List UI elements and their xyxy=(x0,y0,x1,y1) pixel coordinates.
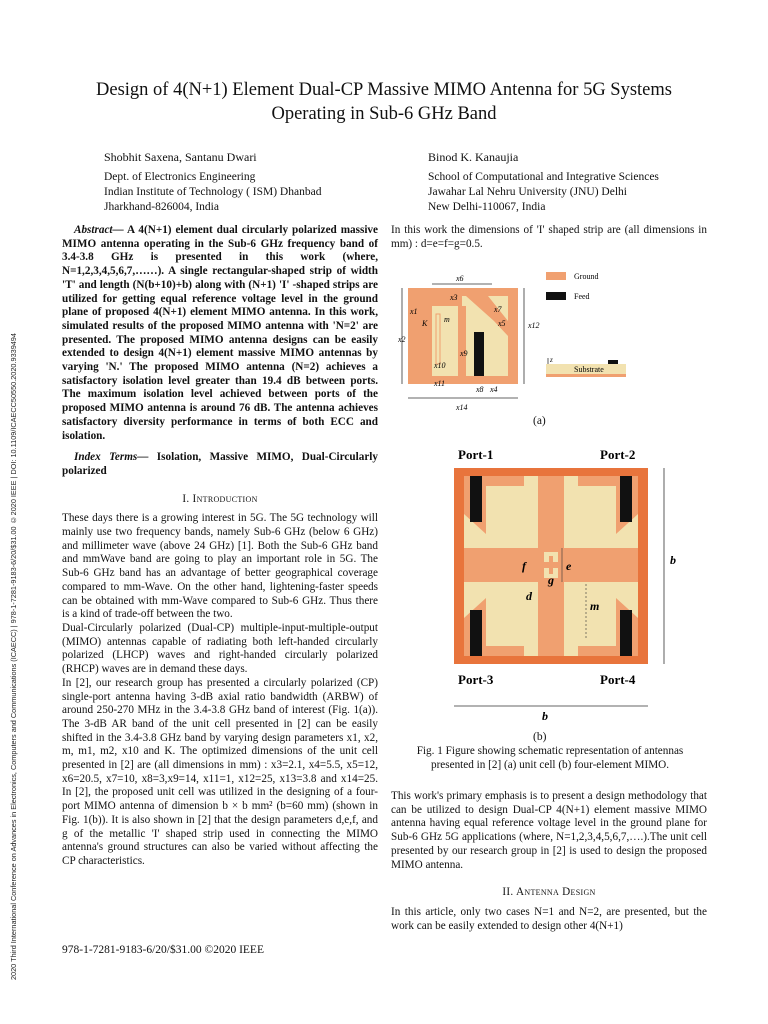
paragraph: Dual-Circularly polarized (Dual-CP) multiple-input-multiple-output (MIMO) antennas capable of radiating both left-handed circularly polarized (LHCP) waves and right-handed circularly polarized (RHCP) waves are in demand these days. xyxy=(62,621,378,676)
abstract-body: A 4(N+1) element dual circularly polarized massive MIMO antenna operating in the Sub-6 GHz frequency band of 3.4-3.8 GHz is presented in this work (where, N=1,2,3,4,5,6,7,……). A single rectangular-shaped strip of width 'T' and length (N(b+10)+b) along with (N+1) 'I' -shaped strips are utilized for getting equal reference voltage level in the ground plane of proposed 4(N+1) element MIMO antenna. In this work, simulated results of the proposed MIMO antenna with 'N=2' are presented. The proposed MIMO antenna designs can be easily extended to design 4(N+1) element massive MIMO antennas by varying 'N.' The proposed MIMO antenna (N=2) achieves a satisfactory isolation level greater than 19.4 dB between ports. The maximum isolation level achieved between ports of the proposed MIMO antenna is around 76 dB. The antenna achieves satisfactory diversity performance in terms of both ECC and isolation. xyxy=(62,224,378,442)
paragraph: In [2], our research group has presented a circularly polarized (CP) single-port antenna having 3-dB axial ratio bandwidth (ARBW) of around 250-270 MHz in the 3.4-3.8 GHz band of interest (Fig. 1(a)). The 3-dB AR band of the unit cell presented in [2] can be easily shifted in the 3.4-3.8 GHz band by varying design parameters x1, x2, m, m1, m2, x10 and K. The optimized dimensions of the unit cell presented in [2] are (all dimensions in mm) : x3=2.1, x4=5.5, x5=12, x6=20.5, x7=10, x8=3,x9=14, x11=1, x12=25, x13=3.8 and x14=25. In [2], the proposed unit cell was utilized in the designing of a four-port MIMO antenna of dimension b × b mm² (b=60 mm) (shown in Fig. 1(b)). It is also shown in [2] that the design parameters d,e,f, and g of the metallic 'I' shaped strip used in connecting the MIMO antenna's ground structures can also be varied without affecting the CP characteristics. xyxy=(62,676,378,867)
label-x6: x6 xyxy=(456,274,464,283)
figure-unit-cell xyxy=(398,266,710,428)
title-line-2: Operating in Sub-6 GHz Band xyxy=(271,104,497,124)
right-column-bottom xyxy=(391,790,707,933)
panel-label-b: (b) xyxy=(533,731,547,743)
i-strip xyxy=(549,556,553,574)
index-terms xyxy=(62,451,378,478)
slot xyxy=(580,592,584,642)
affiliation-line: Jawahar Lal Nehru University (JNU) Delhi xyxy=(428,186,627,198)
label-m: m xyxy=(444,315,450,324)
label-x9: x9 xyxy=(460,349,468,358)
label-x11: x11 xyxy=(434,379,445,388)
legend-ground-swatch xyxy=(546,272,566,280)
legend-ground: Ground xyxy=(574,272,599,281)
label-m: m xyxy=(590,599,600,613)
label-x1: x1 xyxy=(410,307,418,316)
abstract-lead: Abstract— xyxy=(74,224,124,236)
port-2-label: Port-2 xyxy=(600,447,636,462)
label-x7: x7 xyxy=(494,305,502,314)
index-body: Isolation, Massive MIMO, Dual-Circularly polarized xyxy=(62,451,378,477)
paragraph: These days there is a growing interest in 5G. The 5G technology will mainly use two frequency bands, namely Sub-6 GHz (below 6 GHz) and millimeter wave (above 24 GHz) [1]. Both the Sub-6 GHz band and mmWave band are going to play an important role in 5G. The Sub-6 GHz band has an advantage of better geographical coverage compared to mm-Wave. On the other hand, lightening-faster speeds can be obtained with mm-Wave compared to Sub-6 GHz. Thus there is a kind of trade-off between the two. xyxy=(62,512,378,621)
legend-substrate: Substrate xyxy=(574,365,604,374)
label-z: z xyxy=(550,356,553,364)
label-e: e xyxy=(566,559,572,573)
copyright-footer: 978-1-7281-9183-6/20/$31.00 ©2020 IEEE xyxy=(62,944,264,956)
paper-title xyxy=(58,78,710,126)
title-line-1: Design of 4(N+1) Element Dual-CP Massive MIMO Antenna for 5G Systems xyxy=(96,80,672,100)
port-4-label: Port-4 xyxy=(600,672,636,687)
abstract xyxy=(62,224,378,443)
port-1-label: Port-1 xyxy=(458,447,494,462)
side-ground xyxy=(546,374,626,377)
authors-left xyxy=(104,150,321,215)
feed-line xyxy=(474,332,484,376)
authors-right xyxy=(428,150,659,215)
label-g: g xyxy=(548,573,554,587)
label-x8: x8 xyxy=(476,385,484,394)
figure-caption: Fig. 1 Figure showing schematic representation of antennas presented in [2] (a) unit cell (b) four-element MIMO. xyxy=(416,745,684,771)
affiliation-line: Dept. of Electronics Engineering xyxy=(104,171,256,183)
affiliation-line: Indian Institute of Technology ( ISM) Dhanbad xyxy=(104,186,322,198)
feed-port-3 xyxy=(470,610,482,656)
label-x2: x2 xyxy=(398,335,406,344)
port-3-label: Port-3 xyxy=(458,672,494,687)
ground-strip xyxy=(418,296,432,376)
label-b-bottom: b xyxy=(542,709,548,722)
label-k: K xyxy=(422,319,428,328)
author-names: Binod K. Kanaujia xyxy=(428,150,519,164)
slot xyxy=(506,592,510,636)
label-x3: x3 xyxy=(450,293,458,302)
affiliation-line: School of Computational and Integrative Sciences xyxy=(428,171,659,183)
paragraph: In this article, only two cases N=1 and N=2, are presented, but the work can be easily extended to design other 4(N+1) xyxy=(391,905,707,932)
slot xyxy=(436,314,440,364)
paragraph: This work's primary emphasis is to present a design methodology that can be utilized to design Dual-CP 4(N+1) element massive MIMO antenna having equal reference voltage level in the ground plane for Sub-6 GHz 5G applications (where, N=1,2,3,4,5,6,7,….).The unit cell presented by our research group in [2] is used to design the proposed MIMO antenna. xyxy=(391,790,707,871)
legend-feed-swatch xyxy=(546,292,566,300)
label-x10: x10 xyxy=(434,361,446,370)
ground-strip xyxy=(458,306,466,376)
right-column-top xyxy=(391,224,707,251)
feed-port-4 xyxy=(620,610,632,656)
affiliation-line: Jharkhand-826004, India xyxy=(104,201,219,213)
slot xyxy=(506,494,510,538)
left-column xyxy=(62,224,378,869)
slot xyxy=(518,488,522,538)
feed-port-2 xyxy=(620,476,632,522)
author-names: Shobhit Saxena, Santanu Dwari xyxy=(104,150,257,164)
label-f: f xyxy=(522,559,526,573)
slot xyxy=(518,592,522,642)
section-heading: II. Antenna Design xyxy=(502,886,596,899)
slot xyxy=(592,494,596,538)
label-x4: x4 xyxy=(490,385,498,394)
feed-port-1 xyxy=(470,476,482,522)
slot xyxy=(580,488,584,538)
section-heading: I. Introduction xyxy=(182,492,258,505)
paragraph: In this work the dimensions of 'I' shaped strip are (all dimensions in mm) : d=e=f=g=0.5. xyxy=(391,224,707,250)
figure-mimo-antenna xyxy=(446,444,698,722)
panel-label-a: (a) xyxy=(533,415,546,427)
label-x5: x5 xyxy=(498,319,506,328)
label-d: d xyxy=(526,589,532,603)
side-feed xyxy=(608,360,618,364)
label-x14: x14 xyxy=(456,403,468,412)
label-x12: x12 xyxy=(528,321,540,330)
label-b-right: b xyxy=(670,553,676,567)
affiliation-line: New Delhi-110067, India xyxy=(428,201,546,213)
conference-side-note: 2020 Third International Conference on Advances in Electronics, Computers and Communications (ICAECC) | 978-1-7281-9183-6/20/$31.00 ©2020 IEEE | DOI: 10.1109/ICAECC50550.2020.9339494 xyxy=(9,333,18,980)
index-lead: Index Terms— xyxy=(74,451,149,464)
legend-feed: Feed xyxy=(574,292,590,301)
